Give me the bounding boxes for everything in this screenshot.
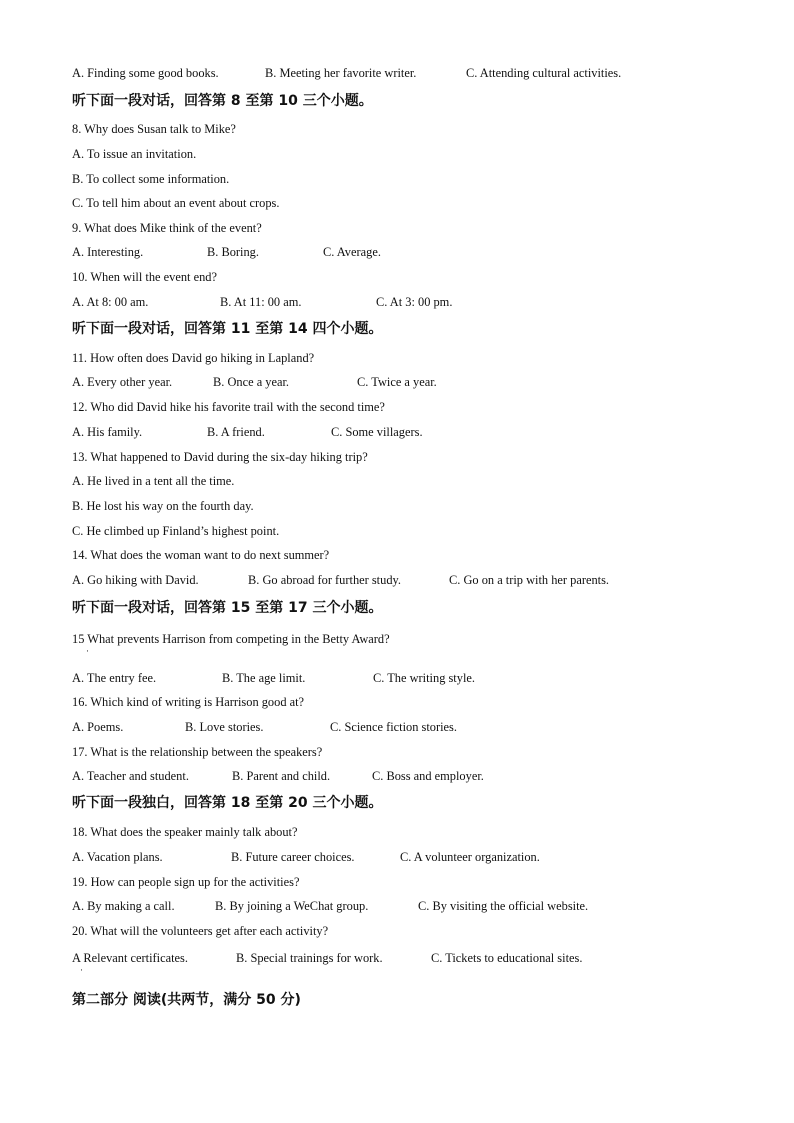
question-8: 8. Why does Susan talk to Mike? <box>72 122 236 136</box>
option-c[interactable]: C. Science fiction stories. <box>330 720 457 734</box>
option-b[interactable]: B. At 11: 00 am. <box>220 295 302 309</box>
option-a[interactable]: A. Vacation plans. <box>72 850 163 864</box>
option-c[interactable]: C. Twice a year. <box>357 375 437 389</box>
option-b[interactable]: B. Once a year. <box>213 375 290 389</box>
question-20: 20. What will the volunteers get after each activity? <box>72 924 329 938</box>
q8-option-c[interactable]: C. To tell him about an event about crops. <box>72 196 280 210</box>
option-a[interactable]: A. Poems. <box>72 720 124 734</box>
q13-option-a[interactable]: A. He lived in a tent all the time. <box>72 474 235 488</box>
option-b[interactable]: B. Future career choices. <box>231 850 355 864</box>
option-c[interactable]: C. Some villagers. <box>331 425 423 439</box>
option-b[interactable]: B. Boring. <box>207 245 259 259</box>
question-18: 18. What does the speaker mainly talk about? <box>72 825 298 839</box>
option-b[interactable]: B. Special trainings for work. <box>236 951 383 965</box>
q13-option-c[interactable]: C. He climbed up Finland’s highest point. <box>72 524 280 538</box>
question-11: 11. How often does David go hiking in Lapland? <box>72 351 315 365</box>
option-a[interactable]: A. Every other year. <box>72 375 173 389</box>
part-two-heading: 第二部分 阅读(共两节，满分 50 分) <box>72 992 301 1008</box>
stray-mark: · <box>86 646 89 656</box>
question-16: 16. Which kind of writing is Harrison good at? <box>72 695 305 709</box>
question-15: 15 What prevents Harrison from competing in the Betty Award? <box>72 632 390 646</box>
question-13: 13. What happened to David during the six-day hiking trip? <box>72 450 368 464</box>
option-a[interactable]: A. Go hiking with David. <box>72 573 199 587</box>
option-a[interactable]: A. Interesting. <box>72 245 144 259</box>
option-b[interactable]: B. Meeting her favorite writer. <box>265 66 417 80</box>
section-heading-8-10: 听下面一段对话，回答第 8 至第 10 三个小题。 <box>72 93 373 109</box>
question-14: 14. What does the woman want to do next summer? <box>72 548 330 562</box>
question-12: 12. Who did David hike his favorite trail with the second time? <box>72 400 385 414</box>
option-b[interactable]: B. Love stories. <box>185 720 264 734</box>
option-c[interactable]: C. Average. <box>323 245 381 259</box>
option-b[interactable]: B. Go abroad for further study. <box>248 573 402 587</box>
section-heading-15-17: 听下面一段对话，回答第 15 至第 17 三个小题。 <box>72 600 383 616</box>
option-a[interactable]: A. At 8: 00 am. <box>72 295 149 309</box>
option-b[interactable]: B. The age limit. <box>222 671 306 685</box>
option-b[interactable]: B. By joining a WeChat group. <box>215 899 369 913</box>
option-a[interactable]: A. His family. <box>72 425 143 439</box>
section-heading-11-14: 听下面一段对话，回答第 11 至第 14 四个小题。 <box>72 321 383 337</box>
option-c[interactable]: C. The writing style. <box>373 671 475 685</box>
option-c[interactable]: C. A volunteer organization. <box>400 850 540 864</box>
option-c[interactable]: C. Go on a trip with her parents. <box>449 573 610 587</box>
question-9: 9. What does Mike think of the event? <box>72 221 262 235</box>
option-b[interactable]: B. A friend. <box>207 425 265 439</box>
option-c[interactable]: C. By visiting the official website. <box>418 899 589 913</box>
stray-mark: · <box>80 965 83 975</box>
question-10: 10. When will the event end? <box>72 270 217 284</box>
question-19: 19. How can people sign up for the activities? <box>72 875 300 889</box>
option-b[interactable]: B. Parent and child. <box>232 769 331 783</box>
question-17: 17. What is the relationship between the speakers? <box>72 745 323 759</box>
option-c[interactable]: C. Attending cultural activities. <box>466 66 622 80</box>
section-heading-18-20: 听下面一段独白，回答第 18 至第 20 三个小题。 <box>72 795 383 811</box>
option-c[interactable]: C. Tickets to educational sites. <box>431 951 583 965</box>
option-a[interactable]: A. The entry fee. <box>72 671 157 685</box>
q8-option-a[interactable]: A. To issue an invitation. <box>72 147 197 161</box>
option-a[interactable]: A. Teacher and student. <box>72 769 189 783</box>
q8-option-b[interactable]: B. To collect some information. <box>72 172 230 186</box>
option-c[interactable]: C. Boss and employer. <box>372 769 484 783</box>
option-a[interactable]: A Relevant certificates. <box>72 951 188 965</box>
q13-option-b[interactable]: B. He lost his way on the fourth day. <box>72 499 254 513</box>
option-a[interactable]: A. By making a call. <box>72 899 175 913</box>
option-a[interactable]: A. Finding some good books. <box>72 66 219 80</box>
option-c[interactable]: C. At 3: 00 pm. <box>376 295 453 309</box>
